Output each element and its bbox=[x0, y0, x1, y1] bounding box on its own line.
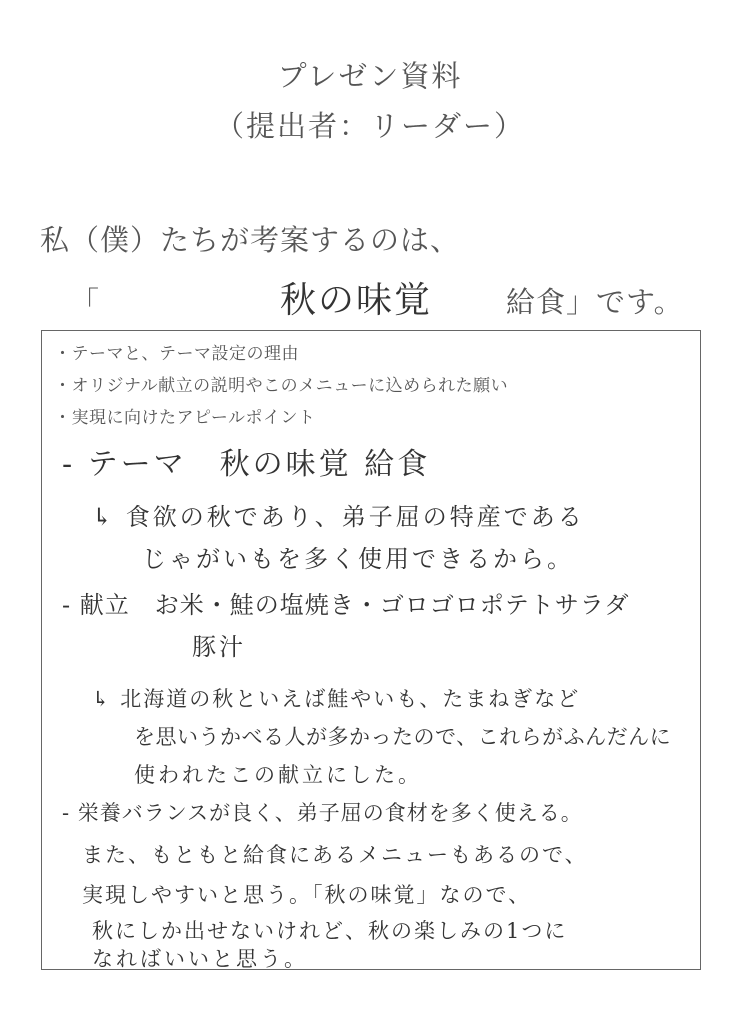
handwritten-line: ↳ 北海道の秋といえば鮭やいも、たまねぎなど bbox=[92, 687, 581, 711]
handwritten-line: また、もともと給食にあるメニューもあるので、 bbox=[82, 843, 588, 867]
handwritten-line: 秋にしか出せないけれど、秋の楽しみの1つに bbox=[92, 919, 568, 943]
prompt-appeal-points: ・実現に向けたアピールポイント bbox=[54, 408, 316, 428]
document-subtitle: （提出者：リーダー） bbox=[214, 109, 525, 143]
handwritten-line: - 栄養バランスが良く、弟子屈の食材を多く使える。 bbox=[62, 801, 583, 825]
document-title: プレゼン資料 bbox=[277, 59, 463, 93]
handwritten-line: 使われたこの献立にした。 bbox=[134, 763, 422, 787]
intro-sentence: 私（僕）たちが考案するのは、 bbox=[40, 223, 461, 257]
handwritten-line: - 献立 お米・鮭の塩焼き・ゴロゴロポテトサラダ bbox=[62, 591, 630, 619]
prompt-menu-description: ・オリジナル献立の説明やこのメニューに込められた願い bbox=[54, 376, 509, 396]
handwritten-line: ↳ 食欲の秋であり、弟子屈の特産である bbox=[92, 503, 585, 531]
handwritten-line: 実現しやすいと思う。「秋の味覚」なので、 bbox=[82, 883, 532, 907]
answer-box bbox=[41, 330, 701, 970]
handwritten-line: を思いうかべる人が多かったので、これらがふんだんに bbox=[134, 725, 672, 749]
handwritten-line: なればいいと思う。 bbox=[92, 947, 308, 971]
handwritten-line: じゃがいもを多く使用できるから。 bbox=[142, 545, 574, 573]
handwritten-line: 豚汁 bbox=[192, 633, 246, 661]
prompt-theme-reason: ・テーマと、テーマ設定の理由 bbox=[54, 344, 299, 364]
handwritten-line: - テーマ 秋の味覚 給食 bbox=[62, 447, 431, 482]
open-bracket: 「 bbox=[70, 285, 100, 319]
theme-suffix: 給食」です。 bbox=[506, 285, 684, 319]
handwritten-theme: 秋の味覚 bbox=[280, 280, 433, 321]
theme-line bbox=[40, 272, 720, 322]
